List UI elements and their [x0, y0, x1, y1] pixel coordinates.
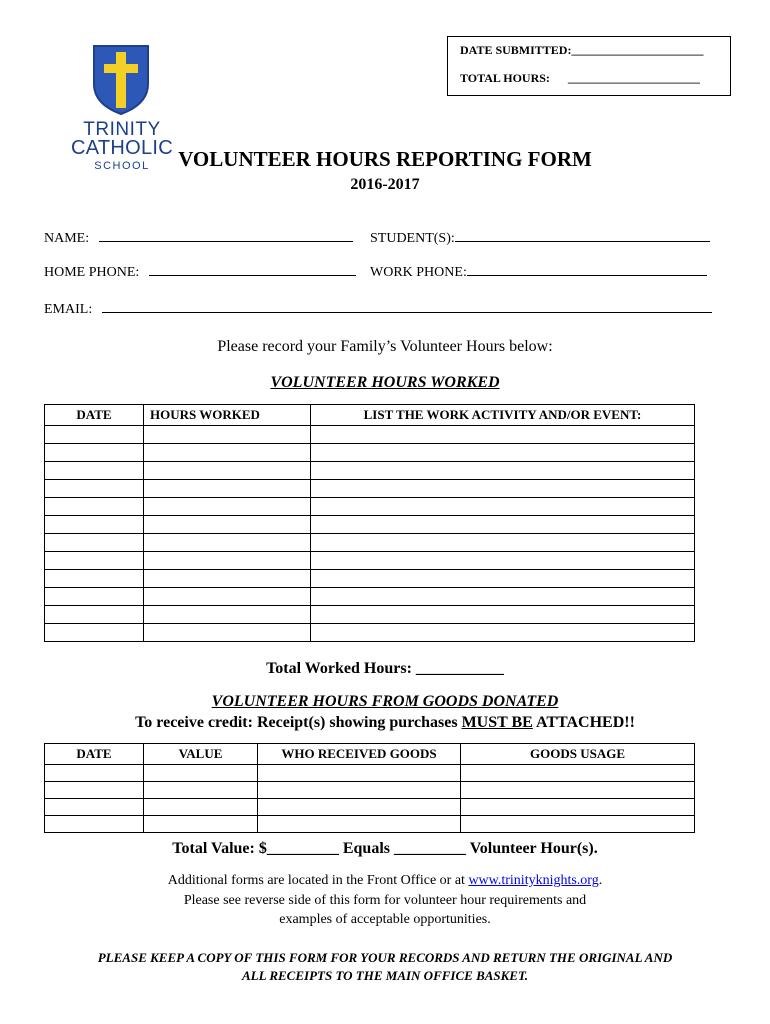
- table-row: [45, 534, 695, 552]
- table-row: [45, 570, 695, 588]
- goods-section-heading: VOLUNTEER HOURS FROM GOODS DONATED: [211, 693, 559, 710]
- table-cell[interactable]: [258, 816, 461, 833]
- table-cell[interactable]: [144, 588, 311, 606]
- name-input[interactable]: [99, 229, 353, 242]
- reverse-side-note: Please see reverse side of this form for volunteer hour requirements and: [183, 893, 587, 908]
- column-header-value: VALUE: [144, 744, 258, 765]
- total-hours-label: TOTAL HOURS:: [460, 71, 550, 85]
- table-row: [45, 426, 695, 444]
- column-header-goods-usage: GOODS USAGE: [461, 744, 695, 765]
- table-cell[interactable]: [45, 782, 144, 799]
- table-cell[interactable]: [461, 799, 695, 816]
- table-cell[interactable]: [311, 624, 695, 642]
- column-header-date: DATE: [45, 744, 144, 765]
- date-submitted-field[interactable]: ______________________: [571, 43, 704, 57]
- website-link[interactable]: www.trinityknights.org: [468, 873, 599, 888]
- table-row: [45, 480, 695, 498]
- table-cell[interactable]: [45, 765, 144, 782]
- keep-copy-notice-line2: ALL RECEIPTS TO THE MAIN OFFICE BASKET.: [242, 968, 528, 983]
- examples-note: examples of acceptable opportunities.: [279, 912, 491, 927]
- table-cell[interactable]: [144, 480, 311, 498]
- work-phone-label: WORK PHONE:: [370, 265, 467, 280]
- goods-donated-table: [44, 743, 695, 833]
- table-cell[interactable]: [144, 799, 258, 816]
- table-row: [45, 624, 695, 642]
- email-label: EMAIL:: [44, 302, 93, 317]
- table-row: [45, 516, 695, 534]
- home-phone-label: HOME PHONE:: [44, 265, 140, 280]
- name-label: NAME:: [44, 231, 90, 246]
- email-field-row: [44, 300, 712, 318]
- table-cell[interactable]: [311, 606, 695, 624]
- table-cell[interactable]: [45, 480, 144, 498]
- total-hours-field[interactable]: ______________________: [567, 71, 700, 85]
- logo-text-trinity: TRINITY: [83, 119, 161, 140]
- table-cell[interactable]: [144, 552, 311, 570]
- table-cell[interactable]: [144, 624, 311, 642]
- email-input[interactable]: [102, 300, 712, 313]
- table-cell[interactable]: [45, 444, 144, 462]
- table-cell[interactable]: [311, 426, 695, 444]
- keep-copy-notice-line1: PLEASE KEEP A COPY OF THIS FORM FOR YOUR RECORDS AND RETURN THE ORIGINAL AND: [97, 950, 673, 965]
- table-cell[interactable]: [144, 498, 311, 516]
- table-cell[interactable]: [461, 816, 695, 833]
- table-cell[interactable]: [311, 534, 695, 552]
- name-field-row: [44, 229, 353, 247]
- table-cell[interactable]: [311, 498, 695, 516]
- logo-text-catholic: CATHOLIC: [70, 137, 174, 159]
- students-input[interactable]: [455, 229, 710, 242]
- table-cell[interactable]: [45, 588, 144, 606]
- total-value-line: Total Value: $_________ Equals _________ Volunteer Hour(s).: [172, 840, 598, 857]
- table-cell[interactable]: [45, 516, 144, 534]
- hours-worked-table: [44, 404, 695, 642]
- table-cell[interactable]: [311, 570, 695, 588]
- additional-forms-text: Additional forms are located in the Front Office or at: [167, 873, 469, 888]
- table-row: [45, 765, 695, 782]
- additional-forms-suffix: .: [598, 873, 603, 888]
- table-row: [45, 552, 695, 570]
- table-cell[interactable]: [311, 444, 695, 462]
- table-cell[interactable]: [45, 816, 144, 833]
- table-cell[interactable]: [144, 606, 311, 624]
- form-title: VOLUNTEER HOURS REPORTING FORM: [178, 147, 592, 171]
- logo-text-school: SCHOOL: [94, 160, 150, 172]
- school-year: 2016-2017: [350, 176, 420, 193]
- table-cell[interactable]: [144, 782, 258, 799]
- table-cell[interactable]: [144, 444, 311, 462]
- home-phone-field-row: [44, 263, 356, 281]
- receipt-requirement-prefix: To receive credit: Receipt(s) showing purchases: [135, 714, 462, 731]
- table-cell[interactable]: [258, 799, 461, 816]
- table-row: [45, 588, 695, 606]
- receipt-requirement: [0, 714, 770, 732]
- table-cell[interactable]: [144, 816, 258, 833]
- table-cell[interactable]: [258, 782, 461, 799]
- table-cell[interactable]: [311, 516, 695, 534]
- table-cell[interactable]: [45, 426, 144, 444]
- additional-forms-line: [0, 873, 770, 889]
- table-row: [45, 462, 695, 480]
- instruction-text: Please record your Family’s Volunteer Hours below:: [217, 338, 553, 355]
- worked-section-heading: VOLUNTEER HOURS WORKED: [270, 374, 500, 391]
- table-cell[interactable]: [311, 588, 695, 606]
- column-header-who-received: WHO RECEIVED GOODS: [258, 744, 461, 765]
- table-cell[interactable]: [144, 570, 311, 588]
- total-worked-hours: Total Worked Hours: ___________: [266, 660, 504, 677]
- work-phone-input[interactable]: [467, 263, 707, 276]
- table-cell[interactable]: [45, 498, 144, 516]
- receipt-requirement-emphasis: MUST BE: [461, 714, 533, 731]
- table-cell[interactable]: [45, 799, 144, 816]
- table-cell[interactable]: [258, 765, 461, 782]
- table-cell[interactable]: [461, 782, 695, 799]
- table-row: [45, 782, 695, 799]
- table-cell[interactable]: [45, 552, 144, 570]
- table-row: [45, 498, 695, 516]
- table-cell[interactable]: [144, 765, 258, 782]
- table-row: [45, 444, 695, 462]
- table-cell[interactable]: [311, 552, 695, 570]
- work-phone-field-row: [370, 263, 707, 281]
- office-use-box: [447, 36, 731, 96]
- home-phone-input[interactable]: [149, 263, 356, 276]
- table-cell[interactable]: [144, 462, 311, 480]
- table-cell[interactable]: [45, 462, 144, 480]
- column-header-work-activity: LIST THE WORK ACTIVITY AND/OR EVENT:: [311, 405, 695, 426]
- table-row: [45, 816, 695, 833]
- students-field-row: [370, 229, 710, 247]
- column-header-hours-worked: HOURS WORKED: [144, 405, 311, 426]
- shield-cross-icon: [92, 44, 150, 116]
- table-cell[interactable]: [144, 516, 311, 534]
- students-label: STUDENT(S):: [370, 231, 455, 246]
- table-cell[interactable]: [45, 606, 144, 624]
- table-cell[interactable]: [45, 534, 144, 552]
- table-cell[interactable]: [45, 570, 144, 588]
- table-cell[interactable]: [311, 480, 695, 498]
- receipt-requirement-suffix: ATTACHED!!: [532, 714, 635, 731]
- table-row: [45, 799, 695, 816]
- column-header-date: DATE: [45, 405, 144, 426]
- table-cell[interactable]: [144, 426, 311, 444]
- table-cell[interactable]: [45, 624, 144, 642]
- table-cell[interactable]: [461, 765, 695, 782]
- table-cell[interactable]: [311, 462, 695, 480]
- table-cell[interactable]: [144, 534, 311, 552]
- table-row: [45, 606, 695, 624]
- date-submitted-label: DATE SUBMITTED:: [460, 43, 572, 57]
